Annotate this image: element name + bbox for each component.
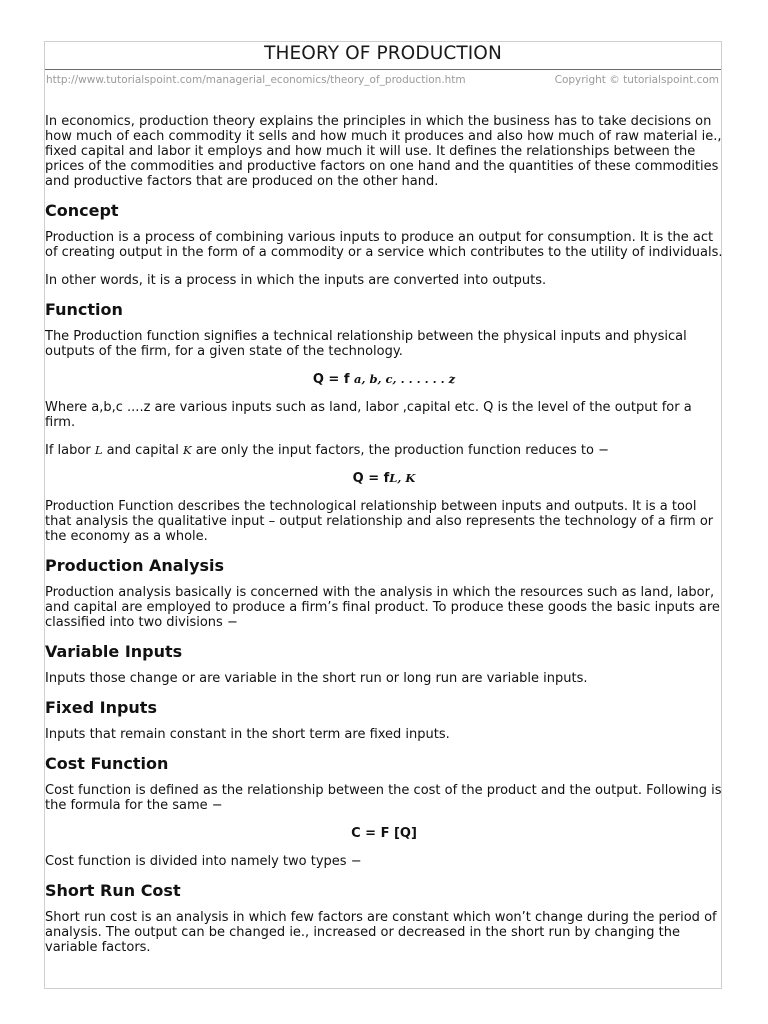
labor-symbol: L xyxy=(94,443,103,457)
cost-paragraph-2: Cost function is divided into namely two types − xyxy=(45,854,362,869)
p3-text-b: and capital xyxy=(102,443,183,458)
heading-fixed-inputs: Fixed Inputs xyxy=(45,698,157,717)
heading-variable-inputs: Variable Inputs xyxy=(45,642,183,661)
heading-cost-function: Cost Function xyxy=(45,754,169,773)
formula-2-prefix: Q = f xyxy=(352,471,390,486)
page-title: THEORY OF PRODUCTION xyxy=(264,43,502,64)
p3-text-c: are only the input factors, the production function reduces to − xyxy=(191,443,609,458)
p3-text-a: If labor xyxy=(45,443,95,458)
heading-function: Function xyxy=(45,300,123,319)
production-formula-2 xyxy=(45,471,723,486)
production-formula-1 xyxy=(45,372,723,387)
formula-1-prefix: Q = f xyxy=(312,372,355,387)
function-paragraph-1: The Production function signifies a technical relationship between the physical inputs and physical outputs of the firm, for a given state of the technology. xyxy=(45,329,687,359)
heading-concept: Concept xyxy=(45,201,119,220)
analysis-paragraph: Production analysis basically is concerned with the analysis in which the resources such as land, labor, and capital are employed to produce a firm’s final product. To produce these goods the basic inputs are classified into two divisions − xyxy=(45,585,720,630)
source-url: http://www.tutorialspoint.com/managerial_economics/theory_of_production.htm xyxy=(46,74,466,86)
formula-2-args: L, K xyxy=(389,471,416,485)
function-paragraph-3 xyxy=(45,443,723,458)
title-divider xyxy=(45,69,721,70)
document-body xyxy=(45,114,723,968)
copyright-notice: Copyright © tutorialspoint.com xyxy=(554,74,719,86)
short-run-paragraph: Short run cost is an analysis in which few factors are constant which won’t change during the period of analysis. The output can be changed ie., increased or decreased in the short run by changing the variable factors. xyxy=(45,910,717,955)
function-paragraph-2: Where a,b,c ....z are various inputs such as land, labor ,capital etc. Q is the level of the output for a firm. xyxy=(45,400,692,430)
heading-short-run-cost: Short Run Cost xyxy=(45,881,181,900)
formula-1-args: a, b, c, . . . . . . z xyxy=(354,372,456,386)
cost-paragraph-1: Cost function is defined as the relationship between the cost of the product and the output. Following is the formula for the same − xyxy=(45,783,722,813)
concept-paragraph-2: In other words, it is a process in which the inputs are converted into outputs. xyxy=(45,273,547,288)
intro-paragraph: In economics, production theory explains the principles in which the business has to take decisions on how much of each commodity it sells and how much it produces and also how much of raw material ie., fixed capital and labor it employs and how much it will use. It defines the relationships between the prices of the commodities and productive factors on one hand and the quantities of these commodities and productive factors that are produced on the other hand. xyxy=(45,114,722,189)
fixed-paragraph: Inputs that remain constant in the short term are fixed inputs. xyxy=(45,727,450,742)
capital-symbol: K xyxy=(182,443,192,457)
heading-production-analysis: Production Analysis xyxy=(45,556,225,575)
concept-paragraph-1: Production is a process of combining various inputs to produce an output for consumption. It is the act of creating output in the form of a commodity or a service which contributes to the utility of individuals. xyxy=(45,230,723,260)
cost-formula: C = F [Q] xyxy=(351,826,417,841)
document-page xyxy=(44,41,722,989)
function-paragraph-4: Production Function describes the technological relationship between inputs and outputs. It is a tool that analysis the qualitative input – output relationship and also represents the technology of a firm or the economy as a whole. xyxy=(45,499,714,544)
variable-paragraph: Inputs those change or are variable in the short run or long run are variable inputs. xyxy=(45,671,588,686)
